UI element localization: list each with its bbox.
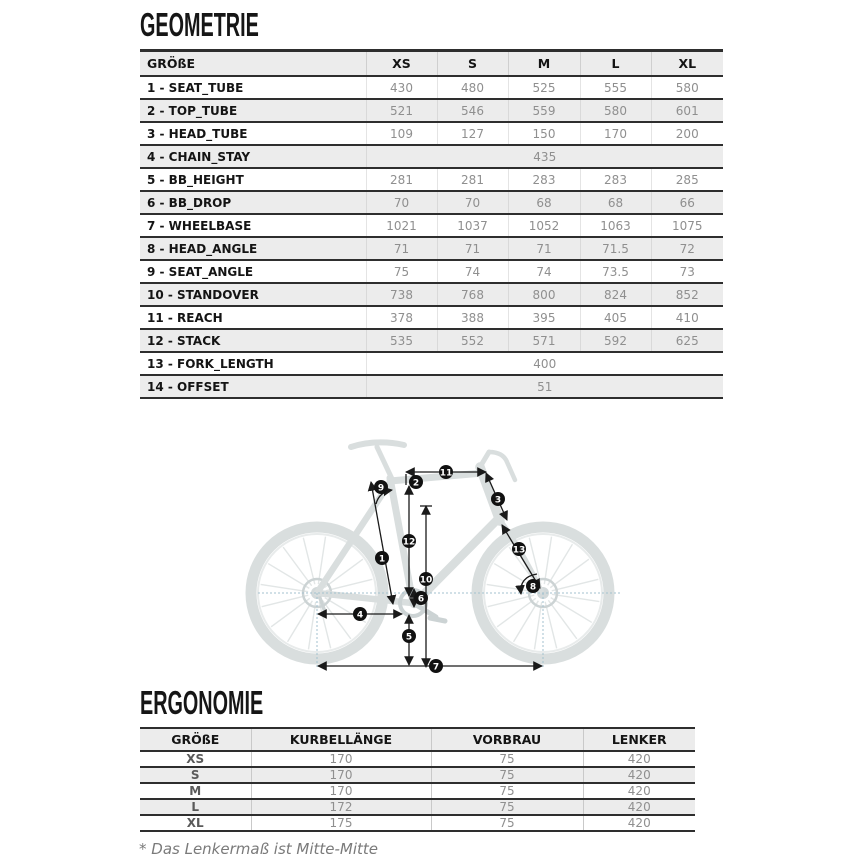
geometry-row	[140, 352, 723, 375]
geometry-row	[140, 191, 723, 214]
geometry-value: 109	[366, 122, 437, 145]
ergonomie-row	[140, 799, 695, 815]
ergonomie-row	[140, 767, 695, 783]
ergonomie-value: 170	[251, 751, 431, 767]
geometry-value: 70	[366, 191, 437, 214]
ergonomie-value: 75	[431, 783, 583, 799]
svg-text:5: 5	[405, 632, 413, 643]
ergonomie-row	[140, 783, 695, 799]
geometry-value: 71	[508, 237, 580, 260]
ergonomie-value: 75	[431, 815, 583, 831]
ergonomie-header: VORBRAU	[431, 728, 583, 751]
geometry-value: 1063	[580, 214, 651, 237]
ergonomie-value: 170	[251, 783, 431, 799]
geometry-value: 768	[437, 283, 508, 306]
geometry-value: 75	[366, 260, 437, 283]
ergonomie-header: GRÖßE	[140, 728, 251, 751]
geometry-value: 73	[651, 260, 723, 283]
geometry-row-label: 11 - REACH	[140, 306, 366, 329]
ergonomie-value: 75	[431, 767, 583, 783]
geometry-value: 388	[437, 306, 508, 329]
dimension-badge-4	[353, 607, 367, 621]
geometry-row	[140, 329, 723, 352]
dimension-badge-6	[414, 591, 428, 605]
dimension-badge-13	[512, 542, 526, 556]
ergonomie-section-title: ERGONOMIE	[140, 684, 264, 721]
stem	[480, 452, 489, 467]
seat-post	[377, 447, 393, 481]
svg-text:1: 1	[378, 554, 386, 565]
geometry-value: 521	[366, 99, 437, 122]
geometry-value: 430	[366, 76, 437, 99]
ergonomie-value: 420	[583, 783, 695, 799]
geometry-row	[140, 168, 723, 191]
geometry-value: 738	[366, 283, 437, 306]
geometry-value: 1052	[508, 214, 580, 237]
geometry-row-label: 1 - SEAT_TUBE	[140, 76, 366, 99]
geometry-value: 559	[508, 99, 580, 122]
geometry-size-header: M	[508, 51, 580, 77]
geometry-size-header: XL	[651, 51, 723, 77]
geometry-value: 571	[508, 329, 580, 352]
geometry-row	[140, 214, 723, 237]
dimension-badge-3	[491, 492, 505, 506]
ergonomie-value: 175	[251, 815, 431, 831]
geometry-value: 535	[366, 329, 437, 352]
ergonomie-size-label: XL	[140, 815, 251, 831]
geometry-table-body	[140, 76, 723, 398]
dimension-badge-1	[375, 551, 389, 565]
geometry-value: 281	[437, 168, 508, 191]
geometry-shared-value: 51	[366, 375, 723, 398]
dimension-badge-8	[526, 579, 540, 593]
geometry-value: 800	[508, 283, 580, 306]
ergonomie-value: 420	[583, 815, 695, 831]
geometry-value: 66	[651, 191, 723, 214]
ergonomie-size-label: L	[140, 799, 251, 815]
geometry-row	[140, 306, 723, 329]
geometry-value: 1021	[366, 214, 437, 237]
svg-text:8: 8	[529, 582, 537, 593]
ergonomie-row	[140, 815, 695, 831]
pedal	[430, 618, 445, 621]
ergonomie-size-label: XS	[140, 751, 251, 767]
dimension-badge-5	[402, 629, 416, 643]
geometry-value: 824	[580, 283, 651, 306]
ergonomie-value: 170	[251, 767, 431, 783]
geometry-row	[140, 76, 723, 99]
geometry-row-label: 3 - HEAD_TUBE	[140, 122, 366, 145]
geometry-table	[140, 49, 723, 399]
geometry-value: 580	[580, 99, 651, 122]
geometry-value: 395	[508, 306, 580, 329]
geometry-value: 592	[580, 329, 651, 352]
geometry-value: 285	[651, 168, 723, 191]
geometry-value: 70	[437, 191, 508, 214]
dimension-badge-7	[429, 659, 443, 673]
top-tube	[390, 473, 483, 481]
geometry-value: 74	[437, 260, 508, 283]
geometry-label-header: GRÖßE	[140, 51, 366, 77]
ergonomie-value: 420	[583, 767, 695, 783]
ergonomie-value: 75	[431, 799, 583, 815]
geometry-value: 580	[651, 76, 723, 99]
ergonomie-value: 420	[583, 751, 695, 767]
geometry-value: 127	[437, 122, 508, 145]
geometry-row-label: 2 - TOP_TUBE	[140, 99, 366, 122]
geometry-value: 852	[651, 283, 723, 306]
handlebar	[489, 452, 515, 480]
geometry-row-label: 14 - OFFSET	[140, 375, 366, 398]
geometry-row	[140, 283, 723, 306]
svg-text:4: 4	[356, 610, 364, 621]
geometry-size-header: S	[437, 51, 508, 77]
dimension-lines	[318, 472, 542, 667]
bike-diagram-svg	[230, 428, 670, 690]
geometry-row-label: 10 - STANDOVER	[140, 283, 366, 306]
svg-text:2: 2	[412, 478, 420, 489]
geometry-value: 71.5	[580, 237, 651, 260]
geometry-value: 405	[580, 306, 651, 329]
geometry-row-label: 8 - HEAD_ANGLE	[140, 237, 366, 260]
svg-text:9: 9	[377, 483, 385, 494]
geometry-value: 480	[437, 76, 508, 99]
geometry-row-label: 9 - SEAT_ANGLE	[140, 260, 366, 283]
geometry-value: 71	[366, 237, 437, 260]
geometry-value: 281	[366, 168, 437, 191]
geometry-value: 68	[508, 191, 580, 214]
geometry-value: 546	[437, 99, 508, 122]
svg-text:13: 13	[512, 545, 526, 556]
geometry-value: 625	[651, 329, 723, 352]
geometry-row	[140, 99, 723, 122]
geometry-row	[140, 260, 723, 283]
dimension-badge-10	[419, 572, 433, 586]
bike-silhouette-graphic	[251, 442, 609, 659]
ergonomie-size-label: S	[140, 767, 251, 783]
geometry-section-title: GEOMETRIE	[140, 6, 259, 43]
geometry-value: 68	[580, 191, 651, 214]
geometry-row	[140, 145, 723, 168]
geometry-header-row	[140, 51, 723, 77]
dimension-badge-12	[402, 534, 416, 548]
geometry-row	[140, 375, 723, 398]
geometry-value: 283	[580, 168, 651, 191]
geometry-value: 72	[651, 237, 723, 260]
geometry-value: 552	[437, 329, 508, 352]
geometry-value: 601	[651, 99, 723, 122]
geometry-row	[140, 237, 723, 260]
geometry-value: 74	[508, 260, 580, 283]
geometry-row	[140, 122, 723, 145]
dimension-badge-9	[374, 480, 388, 494]
ergonomie-value: 75	[431, 751, 583, 767]
geometry-value: 525	[508, 76, 580, 99]
geometry-value: 283	[508, 168, 580, 191]
footnote: * Das Lenkermaß ist Mitte-Mitte	[139, 840, 379, 858]
geometry-value: 1075	[651, 214, 723, 237]
geometry-row-label: 4 - CHAIN_STAY	[140, 145, 366, 168]
ergonomie-table-body	[140, 751, 695, 831]
geometry-shared-value: 400	[366, 352, 723, 375]
svg-text:10: 10	[419, 575, 433, 586]
geometry-row-label: 13 - FORK_LENGTH	[140, 352, 366, 375]
dimension-badge-11	[439, 465, 453, 479]
geometry-value: 200	[651, 122, 723, 145]
geometry-value: 410	[651, 306, 723, 329]
geometry-value: 150	[508, 122, 580, 145]
geometry-value: 73.5	[580, 260, 651, 283]
ergonomie-header-row	[140, 728, 695, 751]
geometry-row-label: 7 - WHEELBASE	[140, 214, 366, 237]
geometry-value: 170	[580, 122, 651, 145]
ergonomie-value: 420	[583, 799, 695, 815]
svg-text:6: 6	[417, 594, 425, 605]
svg-text:3: 3	[494, 495, 502, 506]
bike-geometry-diagram	[230, 428, 670, 690]
ergonomie-size-label: M	[140, 783, 251, 799]
geometry-row-label: 12 - STACK	[140, 329, 366, 352]
geometry-row-label: 6 - BB_DROP	[140, 191, 366, 214]
ergonomie-value: 172	[251, 799, 431, 815]
geometry-size-header: L	[580, 51, 651, 77]
geometry-value: 71	[437, 237, 508, 260]
svg-text:12: 12	[402, 537, 416, 548]
geometry-value: 555	[580, 76, 651, 99]
dimension-badge-2	[409, 475, 423, 489]
svg-text:7: 7	[432, 662, 440, 673]
geometry-row-label: 5 - BB_HEIGHT	[140, 168, 366, 191]
ergonomie-table	[140, 727, 695, 832]
geometry-value: 1037	[437, 214, 508, 237]
ergonomie-row	[140, 751, 695, 767]
geometry-shared-value: 435	[366, 145, 723, 168]
ergonomie-header: KURBELLÄNGE	[251, 728, 431, 751]
ergonomie-header: LENKER	[583, 728, 695, 751]
geometry-value: 378	[366, 306, 437, 329]
geometry-size-header: XS	[366, 51, 437, 77]
svg-text:11: 11	[439, 468, 453, 479]
